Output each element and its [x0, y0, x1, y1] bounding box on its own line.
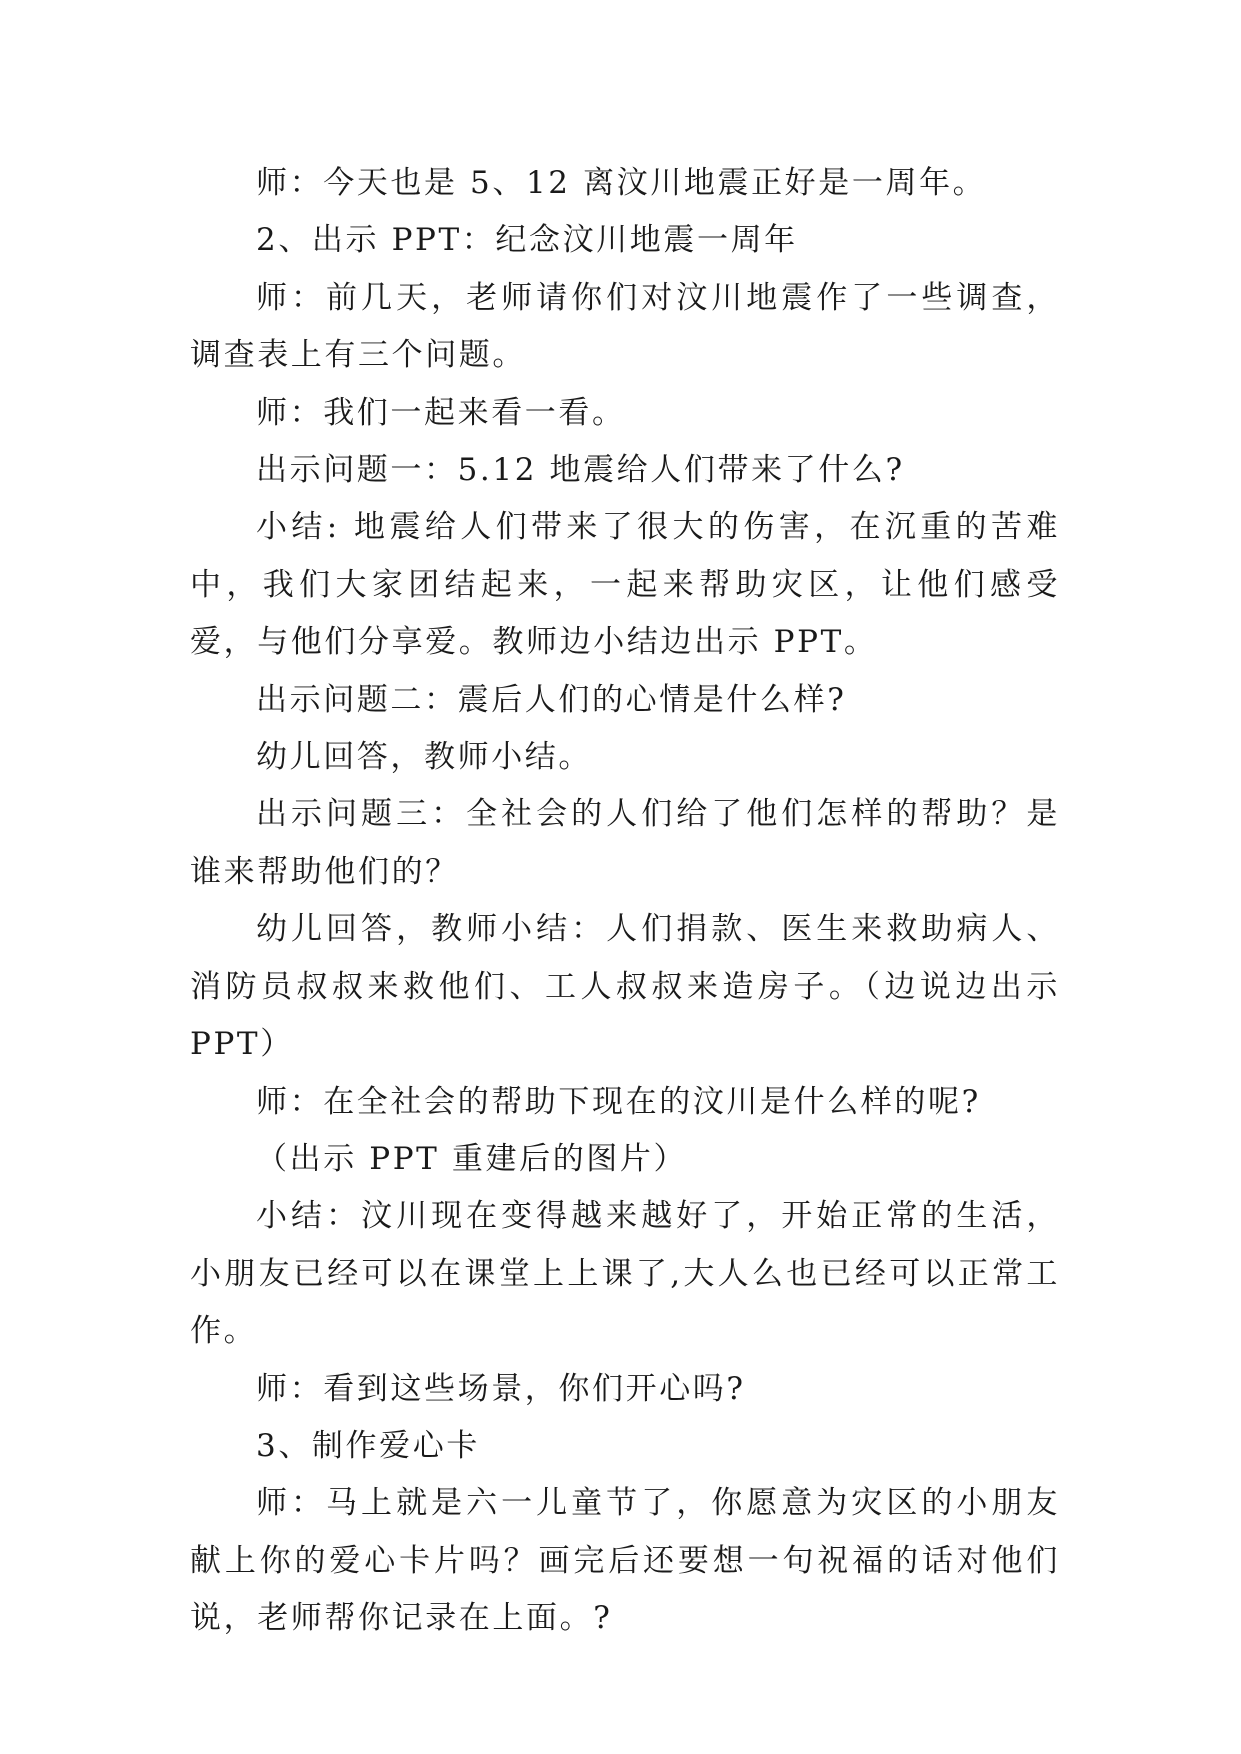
- paragraph: 师：在全社会的帮助下现在的汶川是什么样的呢?: [256, 1083, 981, 1120]
- paragraph: 3、制作爱心卡: [256, 1427, 480, 1464]
- paragraph: 2、出示 PPT：纪念汶川地震一周年: [256, 222, 798, 259]
- paragraph: （出示 PPT 重建后的图片）: [256, 1140, 688, 1177]
- paragraph: 出示问题一：5.12 地震给人们带来了什么?: [256, 452, 905, 489]
- paragraph: 师：看到这些场景，你们开心吗?: [256, 1370, 746, 1407]
- paragraph: 幼儿回答，教师小结：人们捐款、医生来救助病人、消防员叔叔来救他们、工人叔叔来造房子。（边说边出示 PPT）: [190, 911, 1060, 1063]
- paragraph: 出示问题二：震后人们的心情是什么样?: [256, 681, 847, 718]
- paragraph: 师：我们一起来看一看。: [256, 394, 626, 431]
- paragraph: 师：今天也是 5、12 离汶川地震正好是一周年。: [256, 165, 987, 201]
- paragraph: 师：前几天，老师请你们对汶川地震作了一些调查，调查表上有三个问题。: [190, 279, 1060, 374]
- paragraph: 小结：汶川现在变得越来越好了，开始正常的生活，小朋友已经可以在课堂上上课了,大人么也已经可以正常工作。: [190, 1198, 1060, 1350]
- document-body: [190, 155, 1060, 1648]
- paragraph: 小结: 地震给人们带来了很大的伤害，在沉重的苦难中，我们大家团结起来，一起来帮助灾区，让他们感受爱，与他们分享爱。教师边小结边出示 PPT。: [190, 509, 1060, 661]
- paragraph: 师：马上就是六一儿童节了，你愿意为灾区的小朋友献上你的爱心卡片吗？画完后还要想一句祝福的话对他们说，老师帮你记录在上面。?: [190, 1485, 1060, 1637]
- paragraph: 幼儿回答，教师小结。: [256, 739, 592, 776]
- paragraph: 出示问题三：全社会的人们给了他们怎样的帮助？是谁来帮助他们的？: [190, 796, 1060, 890]
